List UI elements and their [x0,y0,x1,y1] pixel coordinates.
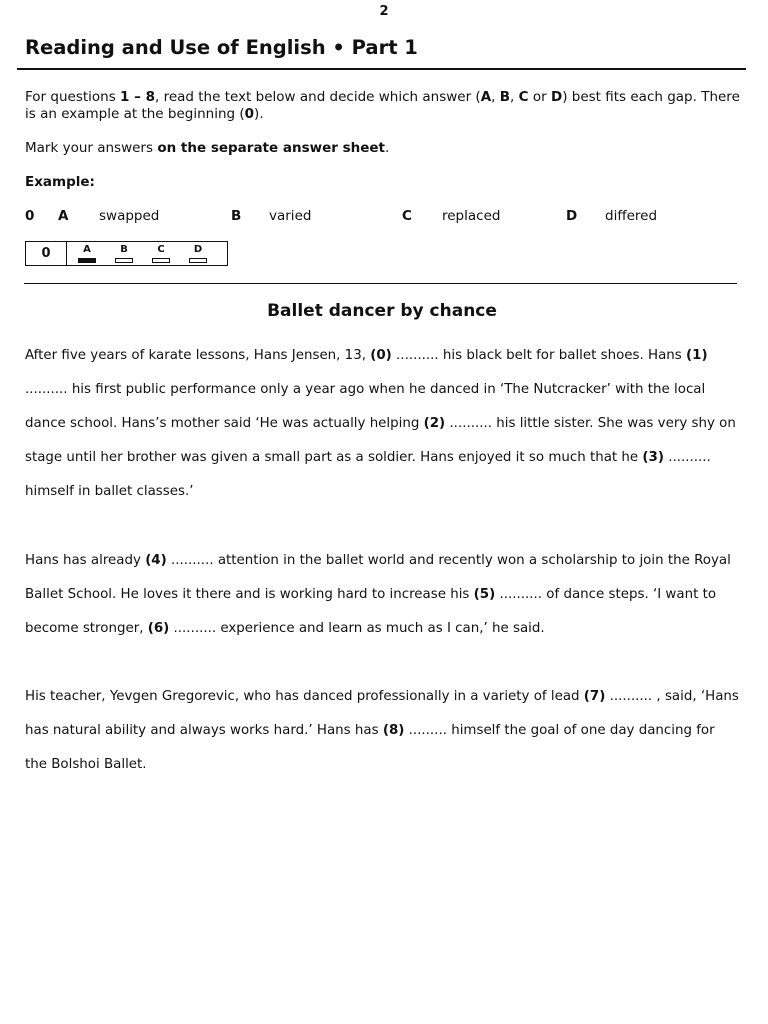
lozenge-d [189,244,207,263]
option-a-letter: A [58,208,69,224]
option-d-letter: D [566,208,578,224]
option-a-word: swapped [99,208,160,224]
option-c-letter: C [402,208,412,224]
gap-5: (5) [473,587,496,602]
lozenge-c-letter: C [157,244,165,255]
answer-box-number: 0 [26,242,67,265]
gap-7: (7) [583,689,606,704]
gap-2: (2) [423,416,446,431]
article-paragraph-3: His teacher, Yevgen Gregorevic, who has danced professionally in a variety of lead (7) .......... , said, ‘Hans has natural ability and always works hard.’ Hans has (8) ......... himself the goal of one day dancing for the Bolshoi Ballet. [25,689,739,772]
gap-4: (4) [145,553,167,568]
page-number: 2 [379,4,389,19]
answer-sheet-instruction: Mark your answers on the separate answer sheet. [25,140,390,156]
lozenge-a [78,244,96,263]
lozenge-c-mark [152,258,170,263]
lozenge-c [152,244,170,263]
option-b-word: varied [269,208,312,224]
option-b-letter: B [231,208,242,224]
gap-8: (8) [382,723,405,738]
lozenge-d-mark [189,258,207,263]
lozenge-b-letter: B [120,244,128,255]
example-label: Example: [25,174,95,190]
lozenge-b-mark [115,258,133,263]
option-c-word: replaced [442,208,501,224]
lozenge-a-mark [78,258,96,263]
gap-1: (1) [686,348,708,363]
section-divider [24,283,737,284]
article-title: Ballet dancer by chance [267,301,497,321]
example-options [0,208,768,226]
gap-0: (0) [370,348,392,363]
example-number: 0 [25,208,35,224]
article-paragraph-1: After five years of karate lessons, Hans Jensen, 13, (0) .......... his black belt for ballet shoes. Hans (1) .......... his first public performance only a year ago when he danced in ‘The Nutcracker’ with the local dance school. Hans’s mother said ‘He was actually helping (2) .......... his little sister. She was very shy on stage until her brother was given a small part as a soldier. Hans enjoyed it so much that he (3) .......... himself in ballet classes.’ [25,348,736,499]
gap-6: (6) [147,621,170,636]
gap-3: (3) [642,450,664,465]
lozenge-d-letter: D [193,244,203,255]
page-title: Reading and Use of English • Part 1 [25,36,418,59]
instructions-text: For questions 1 – 8, read the text below and decide which answer (A, B, C or D) best fits each gap. There is an example at the beginning (0). [25,89,740,122]
lozenge-b [115,244,133,263]
example-answer-box [25,241,228,266]
heading-divider [17,68,746,70]
option-d-word: differed [605,208,658,224]
article-paragraph-2: Hans has already (4) .......... attention in the ballet world and recently won a scholarship to join the Royal Ballet School. He loves it there and is working hard to increase his (5) .......... of dance steps. ‘I want to become stronger, (6) .......... experience and learn as much as I can,’ he said. [25,553,731,636]
lozenge-a-letter: A [83,244,91,255]
